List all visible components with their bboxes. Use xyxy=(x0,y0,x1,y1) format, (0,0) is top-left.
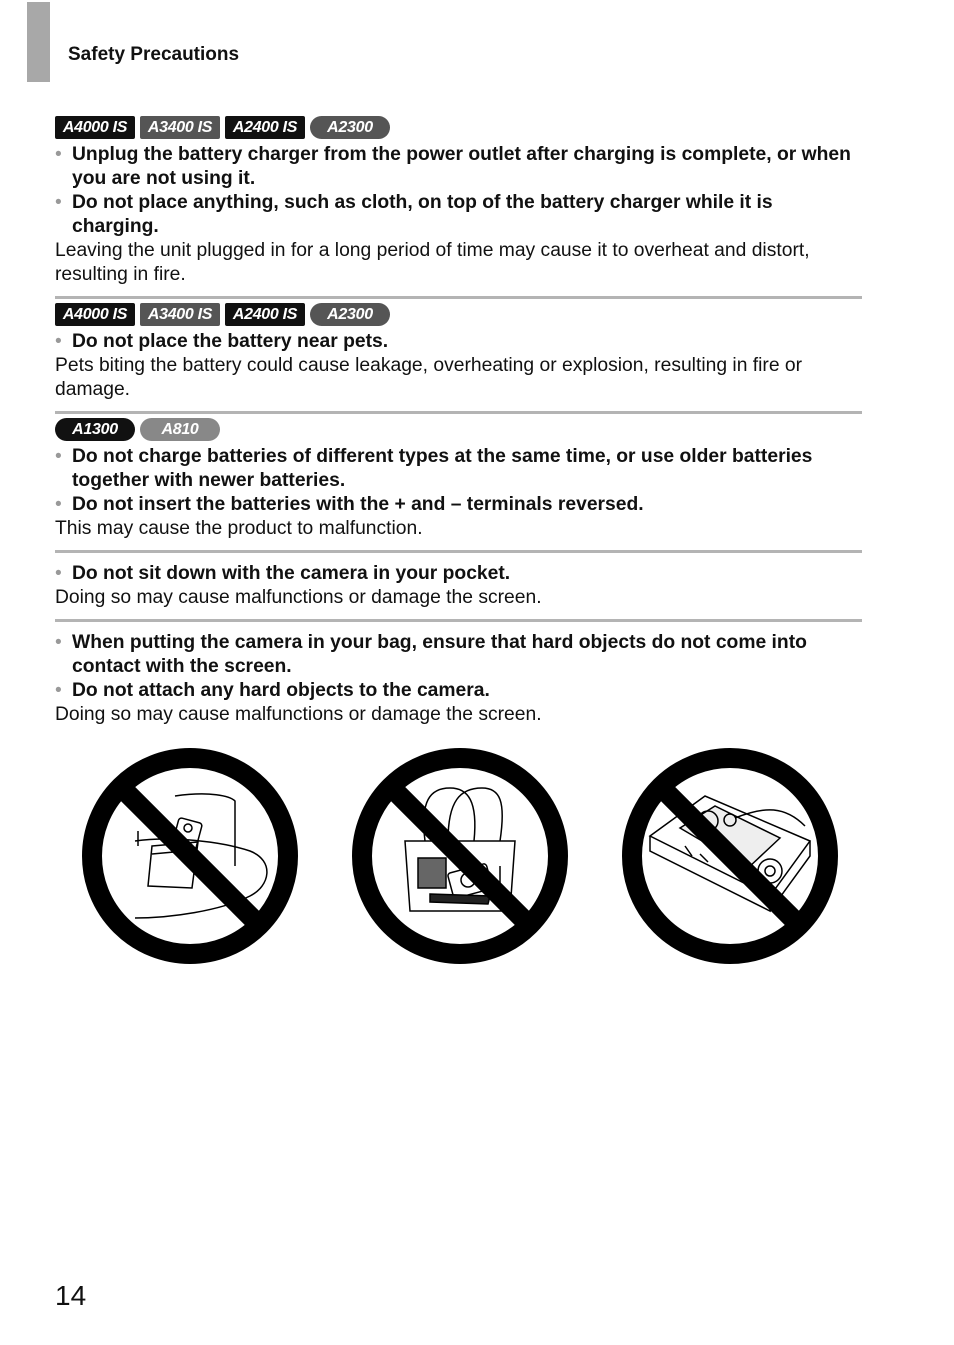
warning-explanation: Leaving the unit plugged in for a long period of time may cause it to overheat and distort, resulting in fire. xyxy=(55,240,810,285)
model-badge: A4000 IS xyxy=(55,116,135,139)
safety-content xyxy=(55,116,862,736)
warning-item: • When putting the camera in your bag, ensure that hard objects do not come into contact with the screen. xyxy=(55,631,862,679)
section-title: Safety Precautions xyxy=(68,44,240,65)
warning-item: • Do not attach any hard objects to the camera. xyxy=(55,679,862,703)
no-hard-objects-in-bag-icon xyxy=(350,746,570,966)
precaution-section xyxy=(55,550,862,619)
precaution-section xyxy=(55,116,862,296)
warning-item: • Do not insert the batteries with the + and – terminals reversed. xyxy=(55,493,862,517)
warning-list xyxy=(55,143,862,239)
page-number: 14 xyxy=(55,1280,87,1311)
model-badge: A2300 xyxy=(310,303,390,326)
warning-explanation: Doing so may cause malfunctions or damage the screen. xyxy=(55,587,542,608)
prohibition-illustrations xyxy=(80,746,840,966)
warning-list xyxy=(55,330,862,354)
warning-explanation: Pets biting the battery could cause leakage, overheating or explosion, resulting in fire or damage. xyxy=(55,355,803,400)
warning-list xyxy=(55,562,862,586)
model-badge: A3400 IS xyxy=(140,116,220,139)
precaution-section xyxy=(55,411,862,550)
model-badge: A2400 IS xyxy=(225,116,305,139)
warning-item: • Unplug the battery charger from the power outlet after charging is complete, or when you are not using it. xyxy=(55,143,862,191)
warning-explanation: This may cause the product to malfunction. xyxy=(55,518,423,539)
model-badges xyxy=(55,303,862,327)
no-hard-objects-attached-icon xyxy=(620,746,840,966)
model-badge: A2300 xyxy=(310,116,390,139)
model-badges xyxy=(55,116,862,140)
no-camera-in-pocket-icon xyxy=(80,746,300,966)
warning-item: • Do not charge batteries of different types at the same time, or use older batteries together with newer batteries. xyxy=(55,445,862,493)
model-badge: A3400 IS xyxy=(140,303,220,326)
warning-list xyxy=(55,445,862,517)
section-side-tab xyxy=(27,2,50,82)
model-badge: A810 xyxy=(140,418,220,441)
precaution-section xyxy=(55,619,862,736)
warning-list xyxy=(55,631,862,703)
warning-item: • Do not sit down with the camera in your pocket. xyxy=(55,562,862,586)
precaution-section xyxy=(55,296,862,411)
model-badges xyxy=(55,418,862,442)
warning-item: • Do not place the battery near pets. xyxy=(55,330,862,354)
warning-explanation: Doing so may cause malfunctions or damage the screen. xyxy=(55,704,542,725)
model-badge: A2400 IS xyxy=(225,303,305,326)
warning-item: • Do not place anything, such as cloth, on top of the battery charger while it is charging. xyxy=(55,191,862,239)
model-badge: A4000 IS xyxy=(55,303,135,326)
model-badge: A1300 xyxy=(55,418,135,441)
